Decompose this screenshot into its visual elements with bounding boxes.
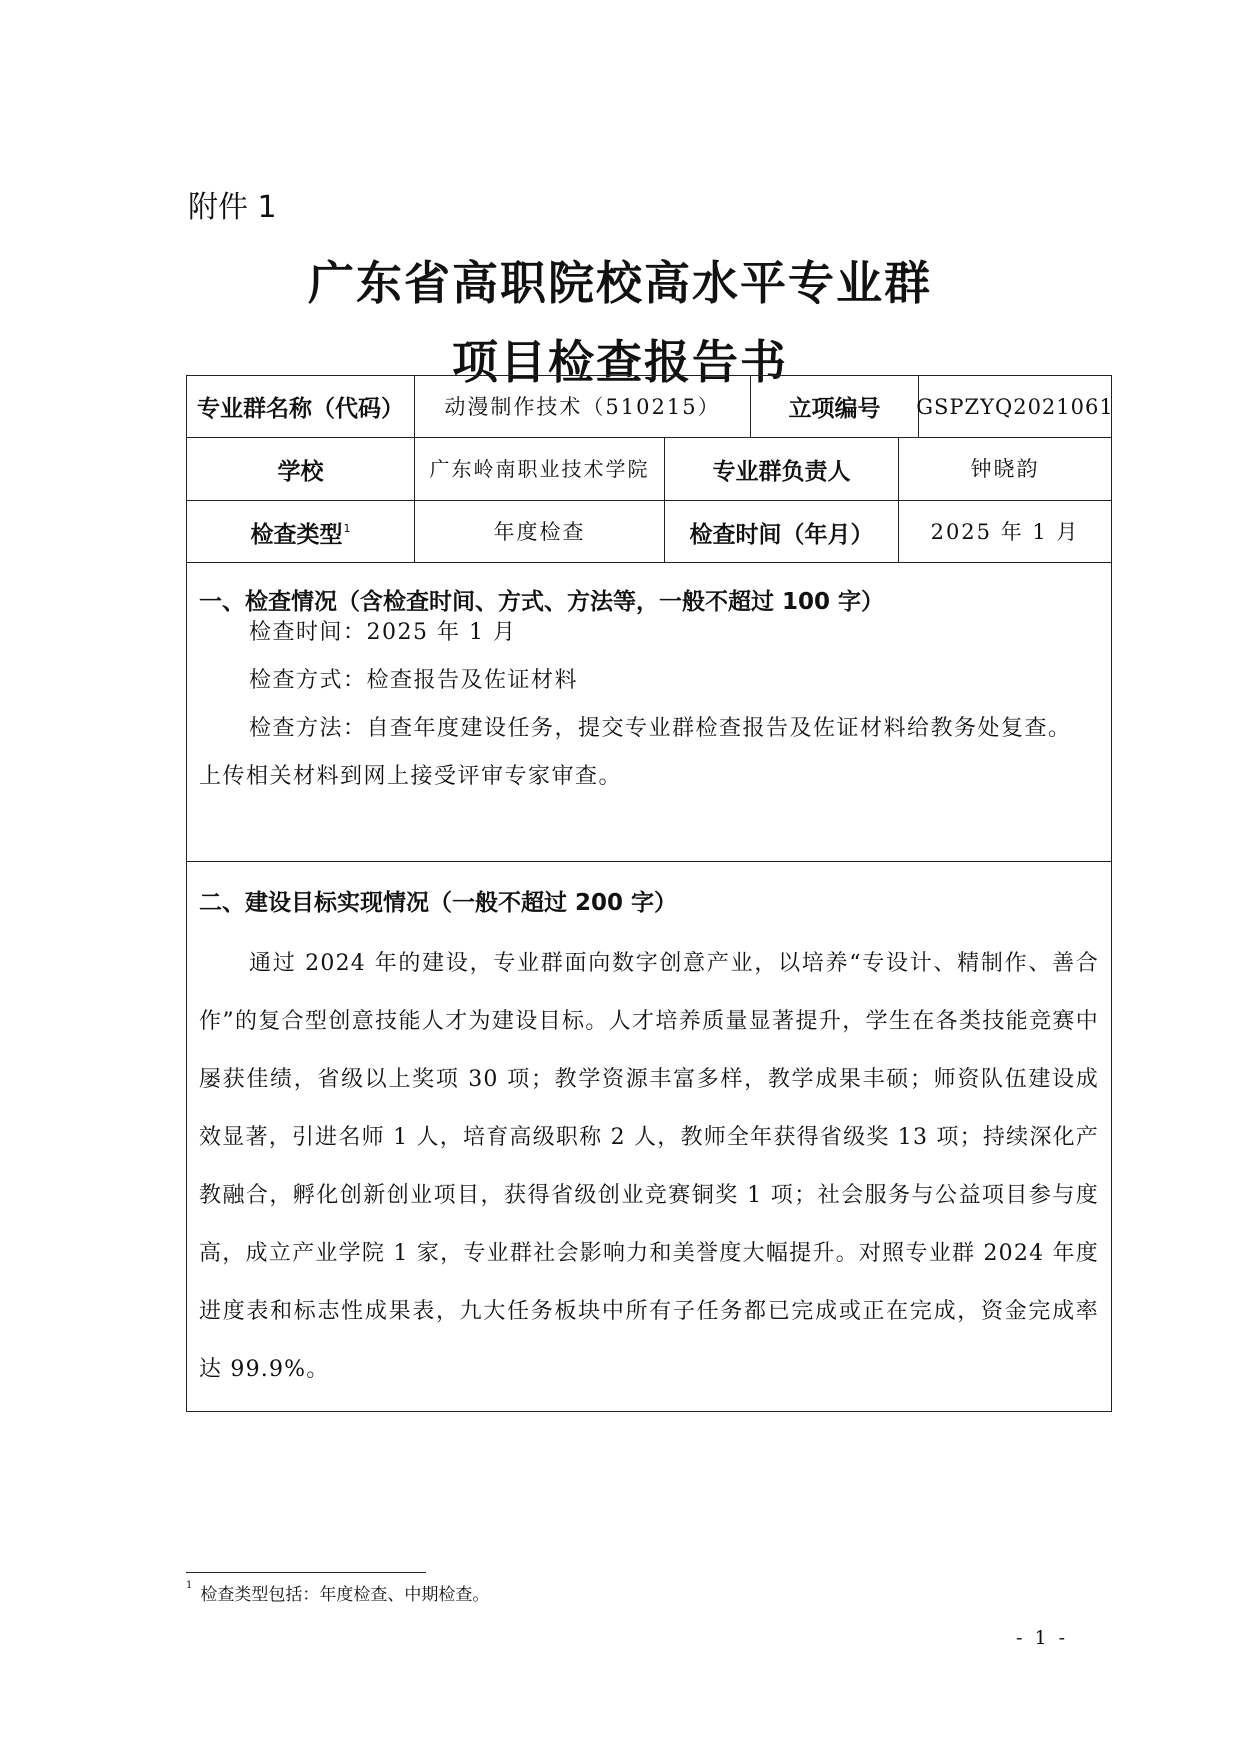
inspection-method-line: 检查方式：检查报告及佐证材料 bbox=[249, 668, 579, 693]
section1-heading: 一、检查情况（含检查时间、方式、方法等，一般不超过 100 字） bbox=[199, 589, 885, 615]
info-row-2 bbox=[187, 438, 1111, 501]
section-goal-achievement bbox=[186, 861, 1112, 1412]
document-title-line2: 项目检查报告书 bbox=[452, 335, 788, 389]
inspection-time-label: 检查时间（年月） bbox=[665, 501, 899, 563]
group-name-label: 专业群名称（代码） bbox=[187, 376, 415, 437]
section2-heading: 二、建设目标实现情况（一般不超过 200 字） bbox=[199, 890, 678, 916]
footnote bbox=[186, 1580, 489, 1605]
inspection-time-value: 2025 年 1 月 bbox=[930, 520, 1080, 544]
footnote-number: 1 bbox=[186, 1580, 193, 1591]
document-title-line1: 广东省高职院校高水平专业群 bbox=[308, 256, 932, 310]
inspection-type-label-text: 检查类型 bbox=[250, 521, 343, 548]
inspection-time-line: 检查时间：2025 年 1 月 bbox=[249, 620, 517, 645]
info-table bbox=[186, 375, 1112, 563]
info-row-3 bbox=[187, 501, 1111, 563]
inspection-type-label bbox=[187, 501, 415, 563]
inspection-type-value: 年度检查 bbox=[415, 501, 665, 563]
page-number: - 1 - bbox=[1016, 1627, 1069, 1649]
info-row-1 bbox=[187, 376, 1114, 438]
inspection-approach-line-cont: 上传相关材料到网上接受评审专家审查。 bbox=[199, 764, 623, 789]
attachment-label: 附件 1 bbox=[188, 190, 277, 225]
school-value: 广东岭南职业技术学院 bbox=[415, 438, 665, 500]
footnote-text: 检查类型包括：年度检查、中期检查。 bbox=[200, 1585, 490, 1605]
group-leader-label: 专业群负责人 bbox=[665, 438, 899, 500]
footnote-marker: 1 bbox=[343, 521, 351, 535]
footnote-divider bbox=[186, 1572, 426, 1573]
project-number-value: GSPZYQ2021061 bbox=[916, 394, 1114, 419]
group-name-value: 动漫制作技术（510215） bbox=[415, 376, 751, 437]
goal-achievement-paragraph: 通过 2024 年的建设，专业群面向数字创意产业，以培养“专设计、精制作、善合作”的复合型创意技能人才为建设目标。人才培养质量显著提升，学生在各类技能竞赛中屡获佳绩，省级以上奖项 30 项；教学资源丰富多样，教学成果丰硕；师资队伍建设成效显著，引进名师 1 人，培育高级职称 2 人，教师全年获得省级奖 13 项；持续深化产教融合，孵化创新创业项目，获得省级创业竞赛铜奖 1 项；社会服务与公益项目参与度高，成立产业学院 1 家，专业群社会影响力和美誉度大幅提升。对照专业群 2024 年度进度表和标志性成果表，九大任务板块中所有子任务都已完成或正在完成，资金完成率达 99.9%。 bbox=[199, 951, 1099, 1382]
section-inspection-status bbox=[186, 562, 1112, 862]
school-label: 学校 bbox=[187, 438, 415, 500]
inspection-approach-line: 检查方法：自查年度建设任务，提交专业群检查报告及佐证材料给教务处复查。 bbox=[249, 716, 1072, 741]
project-number-label: 立项编号 bbox=[751, 376, 919, 437]
group-leader-value: 钟晓韵 bbox=[970, 457, 1040, 481]
